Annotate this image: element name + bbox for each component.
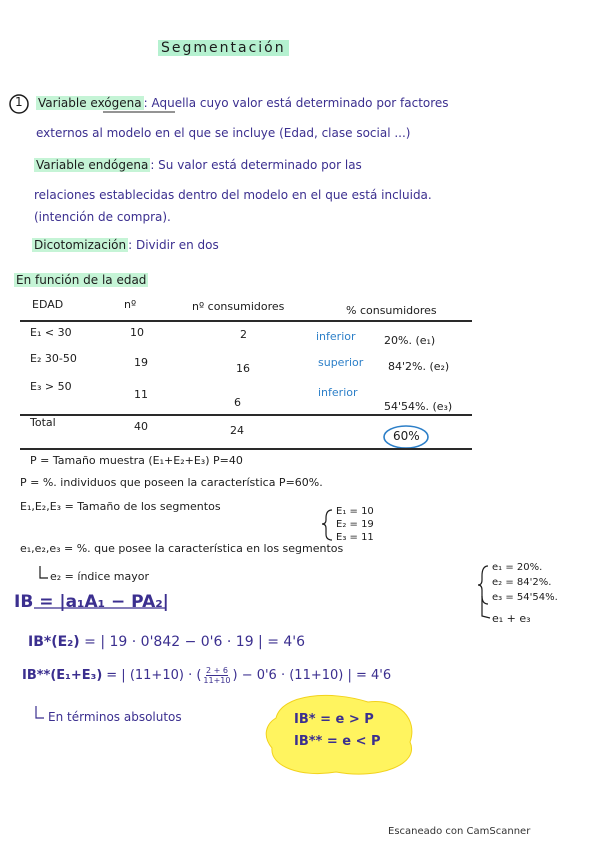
- formula-absolutos: En términos absolutos: [48, 710, 182, 724]
- col-header-edad: EDAD: [32, 298, 64, 311]
- formula-ib2-mid-b: ) − 0'6 · (11+10) | = 4'6: [232, 668, 392, 683]
- row-3-consumidores: 6: [234, 396, 241, 409]
- formula-ib2-mid-a: = | (11+10) · (: [106, 668, 202, 683]
- total-n: 40: [134, 420, 148, 433]
- row-2-edad: E₂ 30-50: [30, 352, 77, 365]
- table-header-rule: [20, 320, 472, 322]
- endogena-line-1: [34, 158, 362, 172]
- row-1-n: 10: [130, 326, 144, 339]
- col-header-consumidores: nº consumidores: [192, 300, 285, 313]
- row-3-label: inferior: [318, 386, 358, 399]
- dicotomizacion-text: : Dividir en dos: [128, 238, 219, 252]
- row-3-pct: 54'54%. (e₃): [384, 400, 453, 413]
- total-label: Total: [30, 416, 56, 429]
- row-3-n: 11: [134, 388, 148, 401]
- col-header-n: nº: [124, 298, 137, 311]
- table-total-rule: [20, 414, 472, 416]
- note-p-def: P = Tamaño muestra (E₁+E₂+E₃) P=40: [30, 454, 243, 467]
- arrow-hook-2: [482, 596, 490, 618]
- col-header-pct: % consumidores: [346, 304, 437, 317]
- formula-ib1: [28, 634, 305, 650]
- formula-ib1-lhs: IB*(E₂): [28, 634, 80, 650]
- row-1-edad: E₁ < 30: [30, 326, 72, 339]
- exogena-text-1: : Aquella cuyo valor está determinado por factores: [143, 96, 449, 110]
- note-c-value-1: e₁ = 20%.: [492, 562, 543, 573]
- row-3-edad: E₃ > 50: [30, 380, 72, 393]
- bubble-line-1: IB* = e > P: [294, 712, 374, 727]
- brace-e-values: [322, 510, 332, 540]
- endogena-term: Variable endógena: [36, 158, 149, 172]
- exogena-line-1: [36, 96, 449, 110]
- endogena-text-3: (intención de compra).: [34, 210, 171, 224]
- endogena-text-2: relaciones establecidas dentro del modelo en el que está incluida.: [34, 188, 432, 202]
- formula-ib2: [22, 666, 391, 685]
- note-p-pct: P = %. individuos que poseen la característica P=60%.: [20, 476, 323, 489]
- note-arrow-1: e₂ = índice mayor: [50, 570, 149, 583]
- dicotomizacion-line: [32, 238, 219, 252]
- note-e-value-1: E₁ = 10: [336, 506, 374, 517]
- total-pct: 60%: [393, 429, 420, 443]
- formula-ib2-num: 2 + 6: [205, 666, 228, 675]
- formula-ib2-lhs: IB**(E₁+E₃): [22, 668, 103, 683]
- table-heading: En función de la edad: [16, 273, 147, 287]
- note-c-def: e₁,e₂,e₃ = %. que posee la característica en los segmentos: [20, 542, 344, 555]
- table-bottom-rule: [20, 448, 472, 450]
- row-2-n: 19: [134, 356, 148, 369]
- bubble-line-2: IB** = e < P: [294, 734, 381, 749]
- dicotomizacion-term: Dicotomización: [34, 238, 127, 252]
- note-e-def: E₁,E₂,E₃ = Tamaño de los segmentos: [20, 500, 221, 513]
- note-c-value-3: e₃ = 54'54%.: [492, 592, 558, 603]
- formula-ib1-rhs: = | 19 · 0'842 − 0'6 · 19 | = 4'6: [84, 634, 306, 650]
- row-1-label: inferior: [316, 330, 356, 343]
- formula-ib2-fraction: [203, 666, 230, 685]
- note-e-value-3: E₃ = 11: [336, 532, 374, 543]
- formula-ib2-den: 11+10: [203, 676, 231, 685]
- endogena-text-1: : Su valor está determinado por las: [150, 158, 362, 172]
- page-title: Segmentación: [158, 40, 289, 56]
- scanner-footer: Escaneado con CamScanner: [388, 826, 531, 837]
- arrow-hook-1: [40, 566, 48, 578]
- note-c-value-2: e₂ = 84'2%.: [492, 577, 552, 588]
- row-1-consumidores: 2: [240, 328, 247, 341]
- row-1-pct: 20%. (e₁): [384, 334, 436, 347]
- formula-ib: IB = |a₁A₁ − PA₂|: [14, 592, 169, 612]
- note-arrow-2: e₁ + e₃: [492, 612, 531, 625]
- arrow-hook-3: [36, 706, 44, 718]
- row-2-consumidores: 16: [236, 362, 250, 375]
- exogena-term: Variable exógena: [38, 96, 142, 110]
- exogena-text-2: externos al modelo en el que se incluye (Edad, clase social ...): [36, 126, 411, 140]
- row-2-label: superior: [318, 356, 364, 369]
- section-number: 1: [15, 95, 23, 109]
- brace-c-values: [478, 566, 488, 604]
- row-2-pct: 84'2%. (e₂): [388, 360, 450, 373]
- total-consumidores: 24: [230, 424, 244, 437]
- note-e-value-2: E₂ = 19: [336, 519, 374, 530]
